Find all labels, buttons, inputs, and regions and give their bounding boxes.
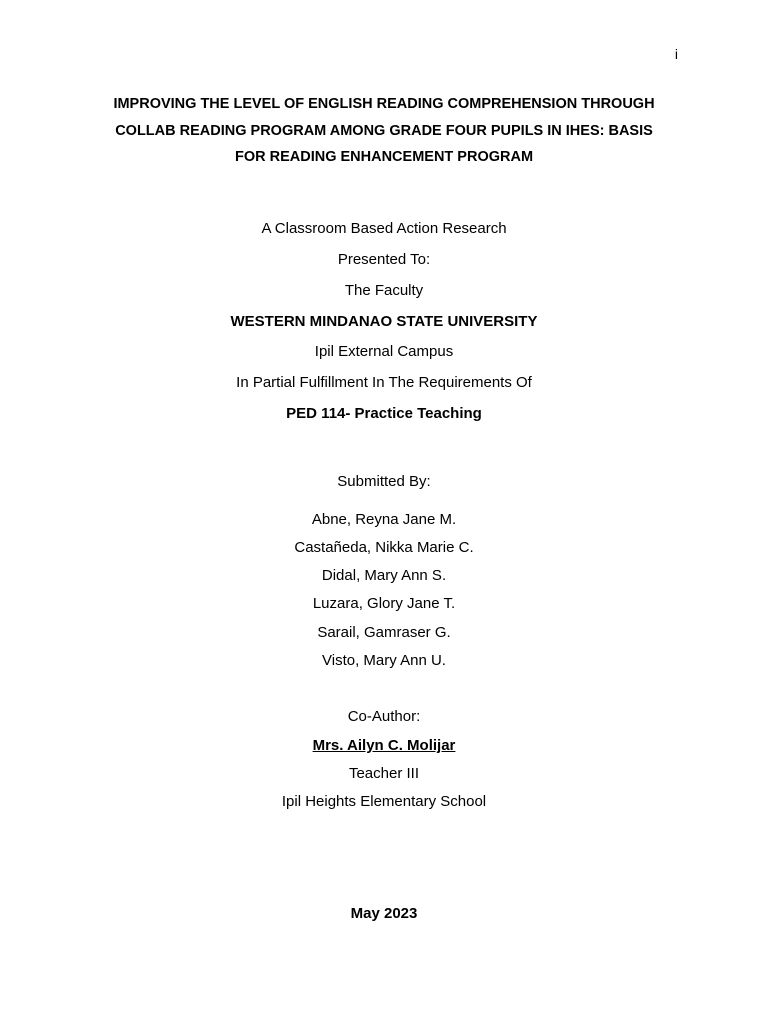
campus-name: Ipil External Campus: [314, 343, 454, 360]
author-name: Sarail, Gamraser G.: [317, 624, 451, 641]
author-name: Luzara, Glory Jane T.: [312, 595, 456, 612]
research-type: A Classroom Based Action Research: [261, 220, 507, 237]
co-author-school: Ipil Heights Elementary School: [281, 793, 487, 810]
fulfillment-statement: In Partial Fulfillment In The Requirements Of: [236, 374, 532, 391]
course-name: PED 114- Practice Teaching: [286, 405, 482, 422]
title-line: FOR READING ENHANCEMENT PROGRAM: [234, 149, 534, 165]
author-name: Didal, Mary Ann S.: [321, 567, 447, 584]
document-title: [96, 91, 672, 171]
co-author-position: Teacher III: [348, 765, 420, 782]
title-line: COLLAB READING PROGRAM AMONG GRADE FOUR PUPILS IN IHES: BASIS: [115, 122, 653, 139]
presented-to-label: Presented To:: [337, 251, 431, 268]
author-name: Castañeda, Nikka Marie C.: [294, 539, 474, 556]
page-number: i: [674, 46, 678, 62]
university-name: WESTERN MINDANAO STATE UNIVERSITY: [230, 313, 538, 330]
faculty: The Faculty: [344, 282, 424, 299]
author-name: Visto, Mary Ann U.: [322, 652, 446, 669]
submitted-by-label: Submitted By:: [337, 473, 431, 490]
co-author-name: Mrs. Ailyn C. Molijar: [312, 737, 456, 754]
submission-date: May 2023: [350, 905, 418, 922]
title-line: IMPROVING THE LEVEL OF ENGLISH READING COMPREHENSION THROUGH: [113, 96, 655, 112]
author-name: Abne, Reyna Jane M.: [311, 511, 457, 528]
co-author-label: Co-Author:: [347, 708, 421, 725]
